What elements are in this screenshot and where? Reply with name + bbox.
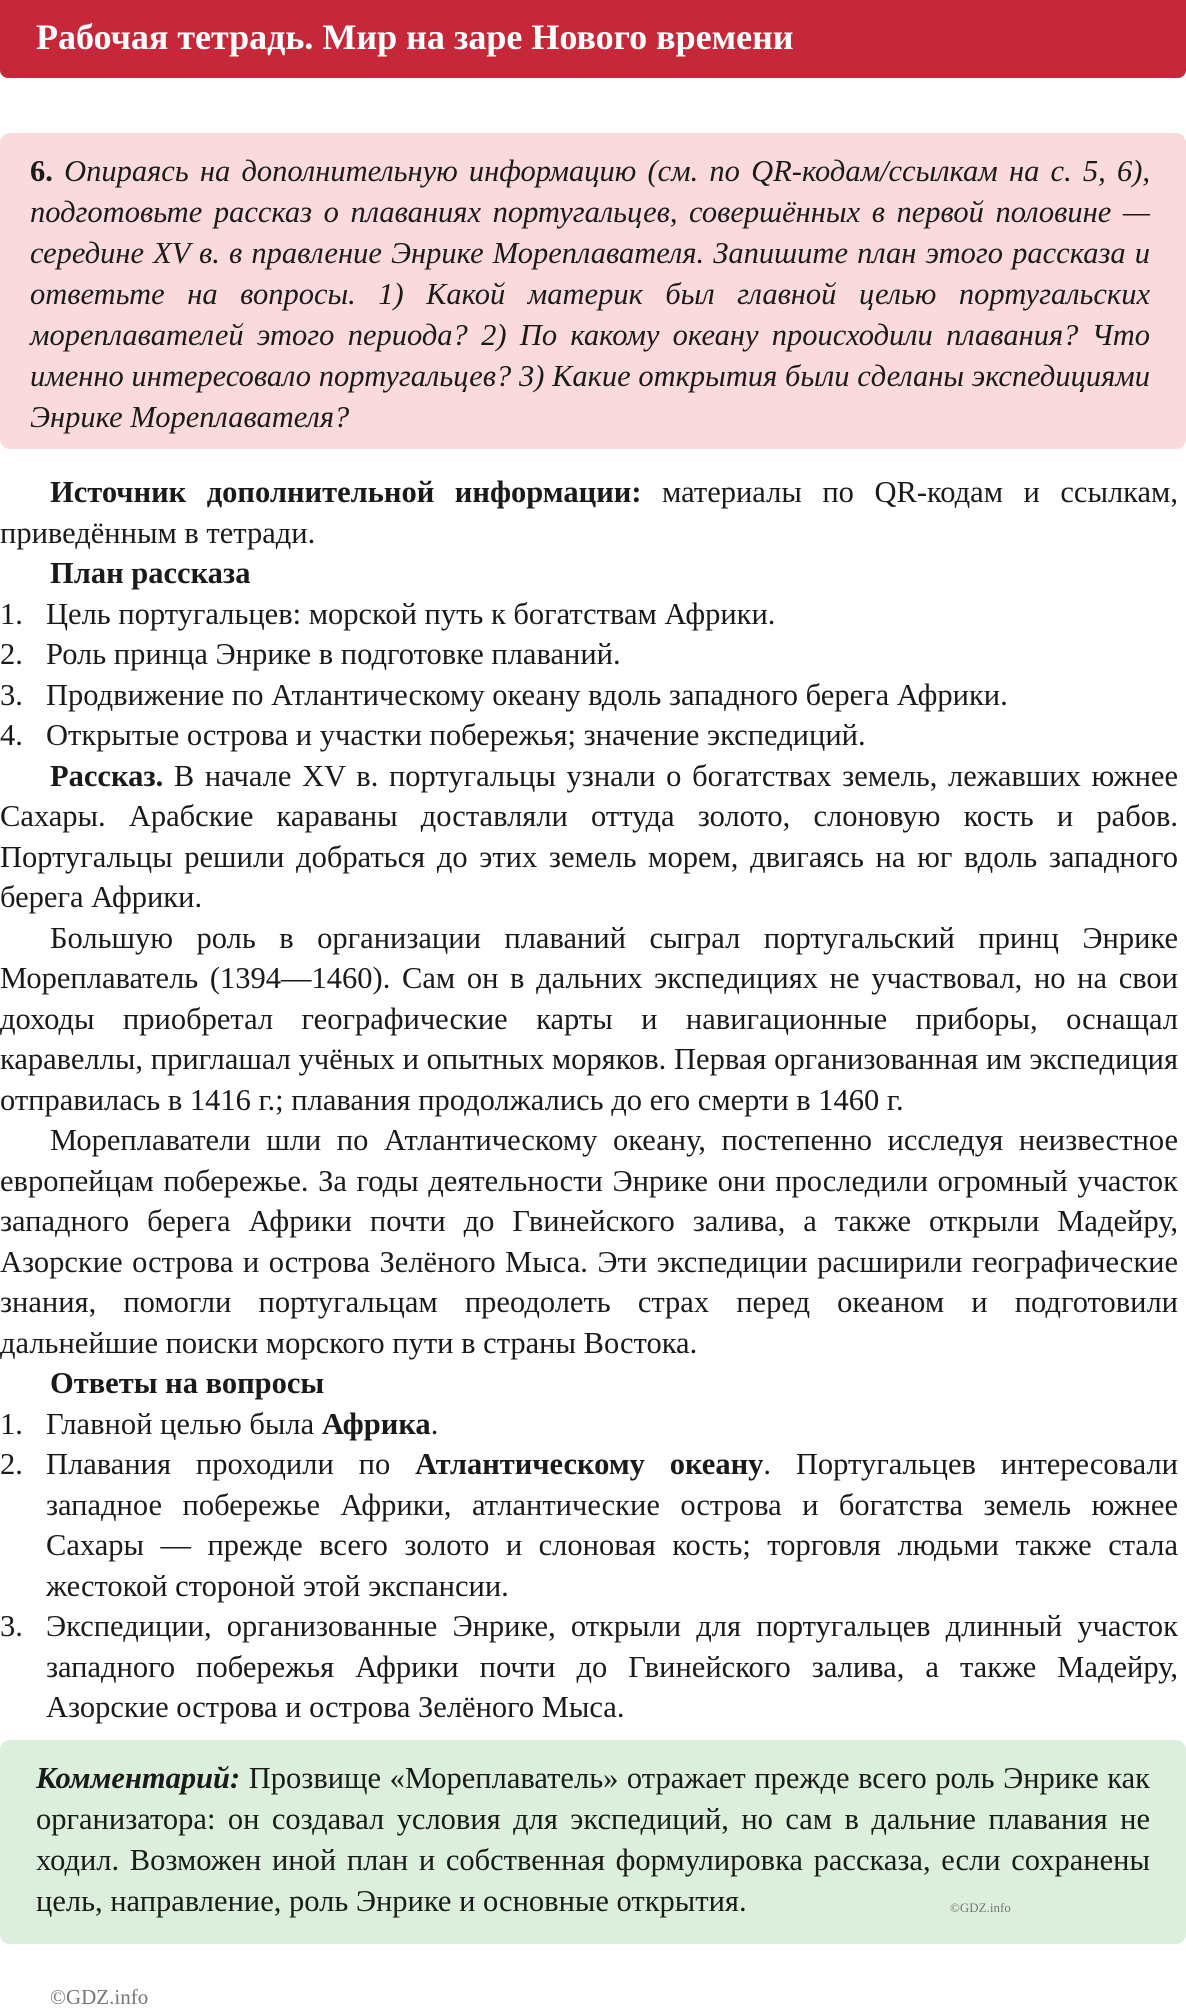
plan-item — [0, 594, 1178, 635]
answer-number: 3. — [0, 1609, 23, 1643]
watermark-small: ©GDZ.info — [950, 1900, 1011, 1915]
plan-item-text: Цель португальцев: морской путь к богатствам Африки. — [46, 596, 776, 631]
plan-item-text: Открытые острова и участки побережья; значение экспедиций. — [46, 718, 866, 752]
answers-heading: Ответы на вопросы — [50, 1366, 325, 1400]
source-label: Источник дополнительной информации: — [50, 475, 642, 509]
page-title: Рабочая тетрадь. Мир на заре Нового времени — [36, 17, 794, 57]
story-text-1: В начале XV в. португальцы узнали о богатствах земель, лежавших южнее Сахары. Арабские караваны доставляли оттуда золото, слоновую кость и рабов. Португальцы решили добраться до этих земель морем, двигаясь на юг вдоль западного берега Африки. — [0, 758, 1178, 914]
comment-label: Комментарий: — [36, 1761, 241, 1795]
answer-text-end: . — [430, 1406, 439, 1441]
task-box — [0, 133, 1186, 449]
story-paragraph-3: Мореплаватели шли по Атлантическому океану, постепенно исследуя неизвестное европейцам побережье. За годы деятельности Энрике они проследили огромный участок западного берега Африки почти до Гвинейского залива, а также открыли Мадейру, Азорские острова и острова Зелёного Мыса. Эти экспедиции расширили географические знания, помогли португальцам преодолеть страх перед океаном и подготовили дальнейшие поиски морского пути в страны Востока. — [0, 1123, 1178, 1360]
answer-number: 2. — [0, 1447, 23, 1481]
answer-text: Экспедиции, организованные Энрике, открыли для португальцев длинный участок западного побережья Африки почти до Гвинейского залива, а также Мадейру, Азорские острова и острова Зелёного Мыса. — [46, 1609, 1178, 1724]
answer-item-2 — [0, 1444, 1178, 1606]
answer-bold: Атлантическому океану — [415, 1447, 764, 1481]
answer-body — [0, 472, 1178, 1728]
plan-item-number: 2. — [0, 637, 23, 671]
footer-watermark: ©GDZ.info — [50, 1985, 149, 2009]
plan-heading: План рассказа — [50, 556, 251, 590]
answer-text-end: . Португальцев интересовали западное побережье Африки, атлантические острова и богатства земель южнее Сахары — прежде всего золото и слоновая кость; торговля людьми также стала жестокой стороной этой экспансии. — [46, 1447, 1178, 1603]
source-text: материалы по QR-кодам и ссылкам, приведённым в тетради. — [0, 475, 1178, 550]
plan-item-text: Продвижение по Атлантическому океану вдоль западного берега Африки. — [46, 677, 1008, 712]
answer-text: Главной целью была — [46, 1406, 322, 1441]
plan-item — [0, 634, 1178, 675]
plan-item — [0, 675, 1178, 716]
answer-text: Плавания проходили по — [46, 1447, 416, 1481]
story-paragraph-1 — [0, 756, 1178, 918]
plan-item — [0, 715, 1178, 756]
plan-item-text: Роль принца Энрике в подготовке плаваний. — [46, 637, 621, 671]
story-paragraph-2: Большую роль в организации плаваний сыграл португальский принц Энрике Мореплаватель (1394—1460). Сам он в дальних экспедициях не участвовал, но на свои доходы приобретал географические карты и навигационные приборы, оснащал каравеллы, приглашал учёных и опытных моряков. Первая организованная им экспедиция отправилась в 1416 г.; плавания продолжались до его смерти в 1460 г. — [0, 920, 1178, 1117]
page-header — [0, 0, 1186, 78]
source-paragraph — [0, 472, 1178, 553]
answer-item-3 — [0, 1606, 1178, 1728]
task-text: Опираясь на дополнительную информацию (см. по QR-кодам/ссылкам на с. 5, 6), подготовьте рассказ о плаваниях португальцев, совершённых в первой половине — середине XV в. в правление Энрике Мореплавателя. Запишите план этого рассказа и ответьте на вопросы. 1) Какой материк был главной целью португальских мореплавателей этого периода? 2) По какому океану происходили плавания? Что именно интересовало португальцев? 3) Какие открытия были сделаны экспедициями Энрике Мореплавателя? — [30, 154, 1150, 434]
plan-item-number: 4. — [0, 718, 23, 752]
answer-number: 1. — [0, 1406, 23, 1441]
plan-item-number: 3. — [0, 677, 23, 712]
comment-text: Прозвище «Мореплаватель» отражает прежде всего роль Энрике как организатора: он создавал условия для экспедиций, но сам в дальние плавания не ходил. Возможен иной план и собственная формулировка рассказа, если сохранены цель, направление, роль Энрике и основные открытия. — [36, 1761, 1150, 1918]
task-number: 6. — [30, 154, 53, 188]
answer-item-1 — [0, 1404, 1178, 1445]
story-label: Рассказ. — [50, 758, 164, 793]
plan-item-number: 1. — [0, 596, 23, 631]
answer-bold: Африка — [321, 1406, 431, 1441]
